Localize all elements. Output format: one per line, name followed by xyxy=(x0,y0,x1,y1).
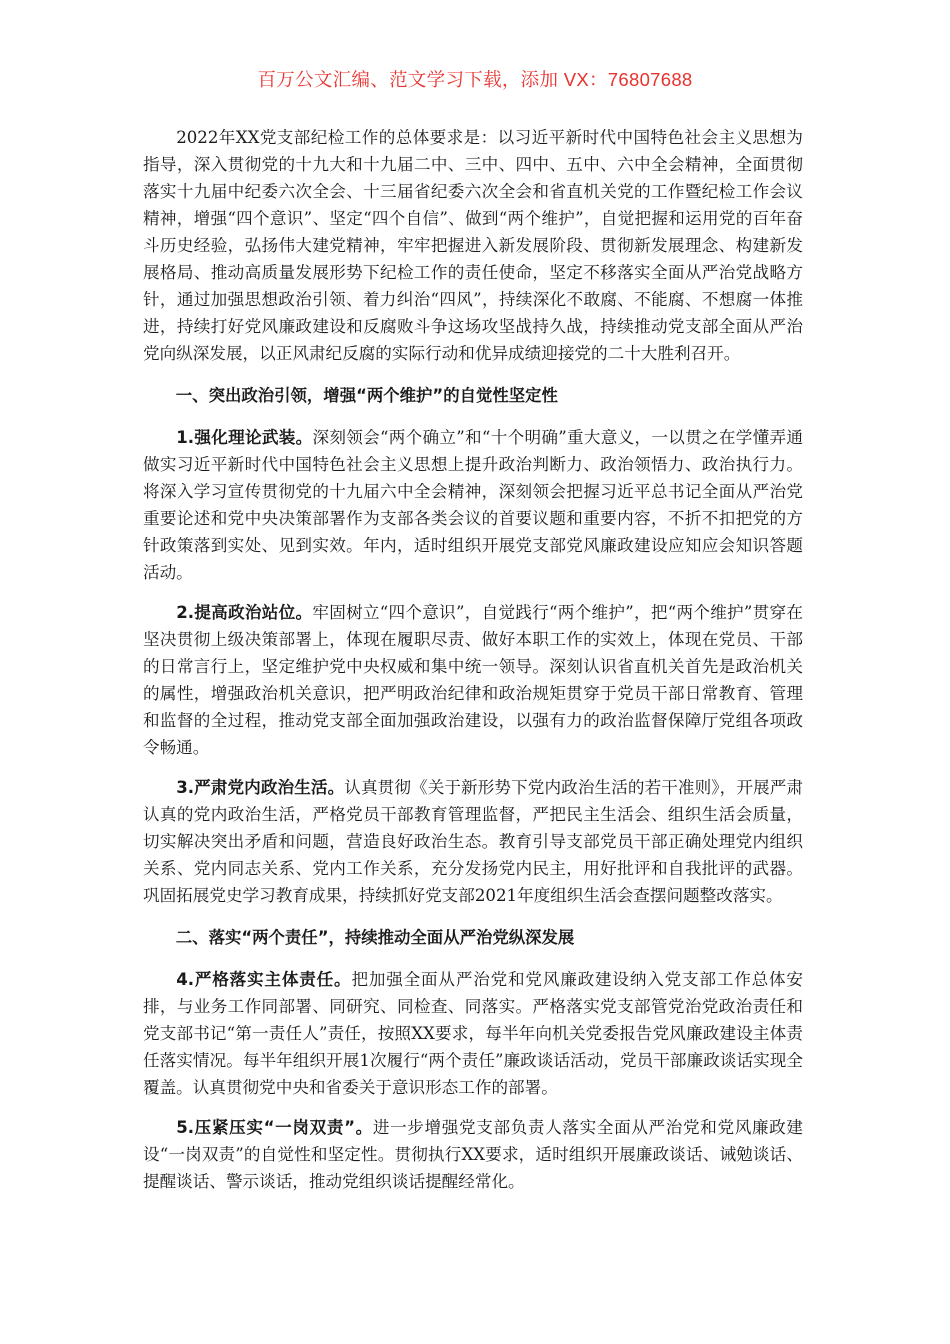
intro-paragraph: 2022年XX党支部纪检工作的总体要求是：以习近平新时代中国特色社会主义思想为指导，深入贯彻党的十九大和十九届二中、三中、四中、五中、六中全会精神，全面贯彻落实十九届中纪委六次全会、十三届省纪委六次全会和省直机关党的工作暨纪检工作会议精神，增强“四个意识”、坚定“四个自信”、做到“两个维护”，自觉把握和运用党的百年奋斗历史经验，弘扬伟大建党精神，牢牢把握进入新发展阶段、贯彻新发展理念、构建新发展格局、推动高质量发展形势下纪检工作的责任使命，坚定不移落实全面从严治党战略方针，通过加强思想政治引领、着力纠治“四风”，持续深化不敢腐、不能腐、不想腐一体推进，持续打好党风廉政建设和反腐败斗争这场攻坚战持久战，持续推动党支部全面从严治党向纵深发展，以正风肃纪反腐的实际行动和优异成绩迎接党的二十大胜利召开。 xyxy=(143,128,803,363)
section-2-heading: 二、落实“两个责任”，持续推动全面从严治党纵深发展 xyxy=(175,928,575,947)
item-5-paragraph xyxy=(143,1114,803,1195)
item-1-lead: 1.强化理论武装。 xyxy=(176,428,313,447)
watermark-banner: 百万公文汇编、范文学习下载，添加 VX：76807688 xyxy=(257,69,693,90)
item-4-paragraph xyxy=(143,966,803,1101)
item-3-paragraph xyxy=(143,774,803,909)
item-2-paragraph xyxy=(143,599,803,761)
section-1-heading: 一、突出政治引领，增强“两个维护”的自觉性坚定性 xyxy=(175,386,558,405)
item-5-text: 进一步增强党支部负责人落实全面从严治党和党风廉政建设“一岗双责”的自觉性和坚定性。贯彻执行XX要求，适时组织开展廉政谈话、诫勉谈话、提醒谈话、警示谈话，推动党组织谈话提醒经常化。 xyxy=(143,1118,803,1191)
item-1-text: 深刻领会“两个确立”和“十个明确”重大意义，一以贯之在学懂弄通做实习近平新时代中国特色社会主义思想上提升政治判断力、政治领悟力、政治执行力。将深入学习宣传贯彻党的十九届六中全会精神，深刻领会把握习近平总书记全面从严治党重要论述和党中央决策部署作为支部各类会议的首要议题和重要内容，不折不扣把党的方针政策落到实处、见到实效。年内，适时组织开展党支部党风廉政建设应知应会知识答题活动。 xyxy=(143,428,803,582)
item-2-text: 牢固树立“四个意识”，自觉践行“两个维护”，把“两个维护”贯穿在坚决贯彻上级决策部署上，体现在履职尽责、做好本职工作的实效上，体现在党员、干部的日常言行上，坚定维护党中央权威和集中统一领导。深刻认识省直机关首先是政治机关的属性，增强政治机关意识，把严明政治纪律和政治规矩贯穿于党员干部日常教育、管理和监督的全过程，推动党支部全面加强政治建设，以强有力的政治监督保障厅党组各项政令畅通。 xyxy=(143,603,803,757)
item-4-text: 把加强全面从严治党和党风廉政建设纳入党支部工作总体安排，与业务工作同部署、同研究、同检查、同落实。严格落实党支部管党治党政治责任和党支部书记“第一责任人”责任，按照XX要求，每半年向机关党委报告党风廉政建设主体责任落实情况。每半年组织开展1次履行“两个责任”廉政谈话活动，党员干部廉政谈话实现全覆盖。认真贯彻党中央和省委关于意识形态工作的部署。 xyxy=(143,970,803,1097)
item-3-text: 认真贯彻《关于新形势下党内政治生活的若干准则》，开展严肃认真的党内政治生活，严格党员干部教育管理监督，严把民主生活会、组织生活会质量，切实解决突出矛盾和问题，营造良好政治生态。教育引导支部党员干部正确处理党内组织关系、党内同志关系、党内工作关系，充分发扬党内民主，用好批评和自我批评的武器。巩固拓展党史学习教育成果，持续抓好党支部2021年度组织生活会查摆问题整改落实。 xyxy=(143,778,803,905)
item-2-lead: 2.提高政治站位。 xyxy=(176,603,313,622)
item-4-lead: 4.严格落实主体责任。 xyxy=(176,970,352,989)
item-3-lead: 3.严肃党内政治生活。 xyxy=(176,778,345,797)
item-1-paragraph xyxy=(143,424,803,586)
document-body xyxy=(143,124,803,1195)
item-5-lead: 5.压紧压实“一岗双责”。 xyxy=(176,1118,373,1137)
